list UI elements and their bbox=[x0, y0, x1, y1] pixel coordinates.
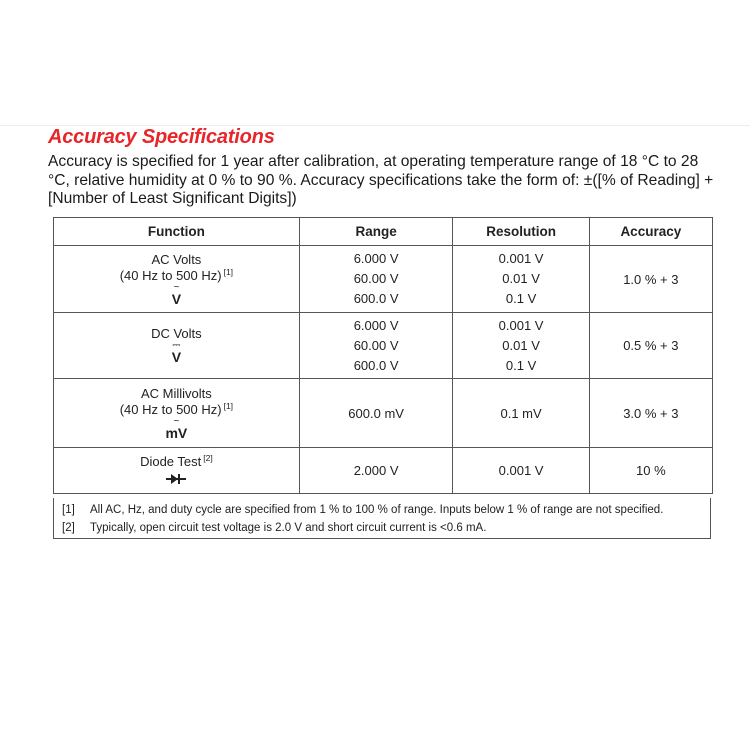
range-cell: 600.0 mV bbox=[299, 379, 453, 448]
resolution-value: 0.01 V bbox=[502, 271, 540, 286]
footnote bbox=[62, 503, 663, 517]
accuracy-cell: 1.0 % + 3 bbox=[589, 246, 712, 313]
diode-icon bbox=[166, 473, 186, 488]
header-resolution: Resolution bbox=[453, 218, 589, 246]
section-title: Accuracy Specifications bbox=[48, 126, 275, 148]
table-header-row bbox=[54, 218, 713, 246]
accuracy-cell: 10 % bbox=[589, 448, 712, 494]
function-name: AC Millivolts bbox=[140, 385, 212, 401]
function-subtitle: (40 Hz to 500 Hz) [1] bbox=[119, 266, 234, 283]
function-name: DC Volts bbox=[151, 326, 202, 341]
footnote bbox=[62, 521, 486, 535]
note-ref: [1] bbox=[223, 400, 234, 411]
accuracy-spec-table bbox=[53, 217, 713, 494]
resolution-cell: 0.001 V bbox=[453, 448, 589, 494]
ac-volts-symbol-icon: ~ V bbox=[171, 281, 182, 307]
table-row bbox=[54, 246, 713, 313]
table-row bbox=[54, 379, 713, 448]
range-value: 6.000 V bbox=[353, 251, 399, 266]
dc-volts-symbol-icon: ⎓ V bbox=[171, 340, 182, 365]
function-subtitle: (40 Hz to 500 Hz) [1] bbox=[119, 400, 234, 417]
accuracy-cell: 3.0 % + 3 bbox=[589, 379, 712, 448]
resolution-cell: 0.1 mV bbox=[453, 379, 589, 448]
header-function: Function bbox=[54, 218, 300, 246]
resolution-cell bbox=[453, 246, 589, 313]
intro-paragraph: Accuracy is specified for 1 year after calibration, at operating temperature range of 18 °C to 28 °C, relative humidity at 0 % to 90 %. Accuracy specifications take the form of: ±([% of Reading] + [Number of Least Significant Digits]) bbox=[48, 153, 714, 207]
footnote-text: Typically, open circuit test voltage is 2.0 V and short circuit current is <0.6 mA. bbox=[90, 522, 487, 534]
range-cell: 2.000 V bbox=[299, 448, 453, 494]
range-cell bbox=[299, 313, 453, 379]
footnote-text: All AC, Hz, and duty cycle are specified from 1 % to 100 % of range. Inputs below 1 % of range are not specified. bbox=[90, 504, 664, 516]
ac-millivolts-symbol-icon: ~ mV bbox=[165, 415, 188, 441]
function-cell bbox=[54, 313, 300, 379]
function-name: Diode Test [2] bbox=[140, 452, 213, 469]
footnote-number: [2] bbox=[62, 522, 75, 534]
range-value: 600.0 V bbox=[353, 357, 399, 373]
resolution-value: 0.001 V bbox=[498, 251, 544, 266]
resolution-value: 0.001 V bbox=[498, 317, 544, 333]
range-value: 6.000 V bbox=[353, 317, 399, 333]
header-range: Range bbox=[299, 218, 453, 246]
note-ref: [1] bbox=[223, 266, 234, 277]
resolution-value: 0.01 V bbox=[502, 337, 540, 353]
function-cell bbox=[54, 379, 300, 448]
range-value: 600.0 V bbox=[353, 291, 399, 306]
function-name: AC Volts bbox=[151, 251, 202, 267]
range-cell bbox=[299, 246, 453, 313]
header-accuracy: Accuracy bbox=[589, 218, 712, 246]
function-cell bbox=[54, 246, 300, 313]
footnotes bbox=[53, 498, 711, 539]
range-value: 60.00 V bbox=[353, 337, 399, 353]
note-ref: [2] bbox=[203, 452, 213, 463]
resolution-value: 0.1 V bbox=[505, 291, 537, 306]
table-row bbox=[54, 313, 713, 379]
table-row bbox=[54, 448, 713, 494]
function-cell bbox=[54, 448, 300, 494]
accuracy-cell: 0.5 % + 3 bbox=[589, 313, 712, 379]
footnote-number: [1] bbox=[62, 504, 75, 516]
range-value: 60.00 V bbox=[353, 271, 399, 286]
resolution-value: 0.1 V bbox=[505, 357, 537, 373]
resolution-cell bbox=[453, 313, 589, 379]
